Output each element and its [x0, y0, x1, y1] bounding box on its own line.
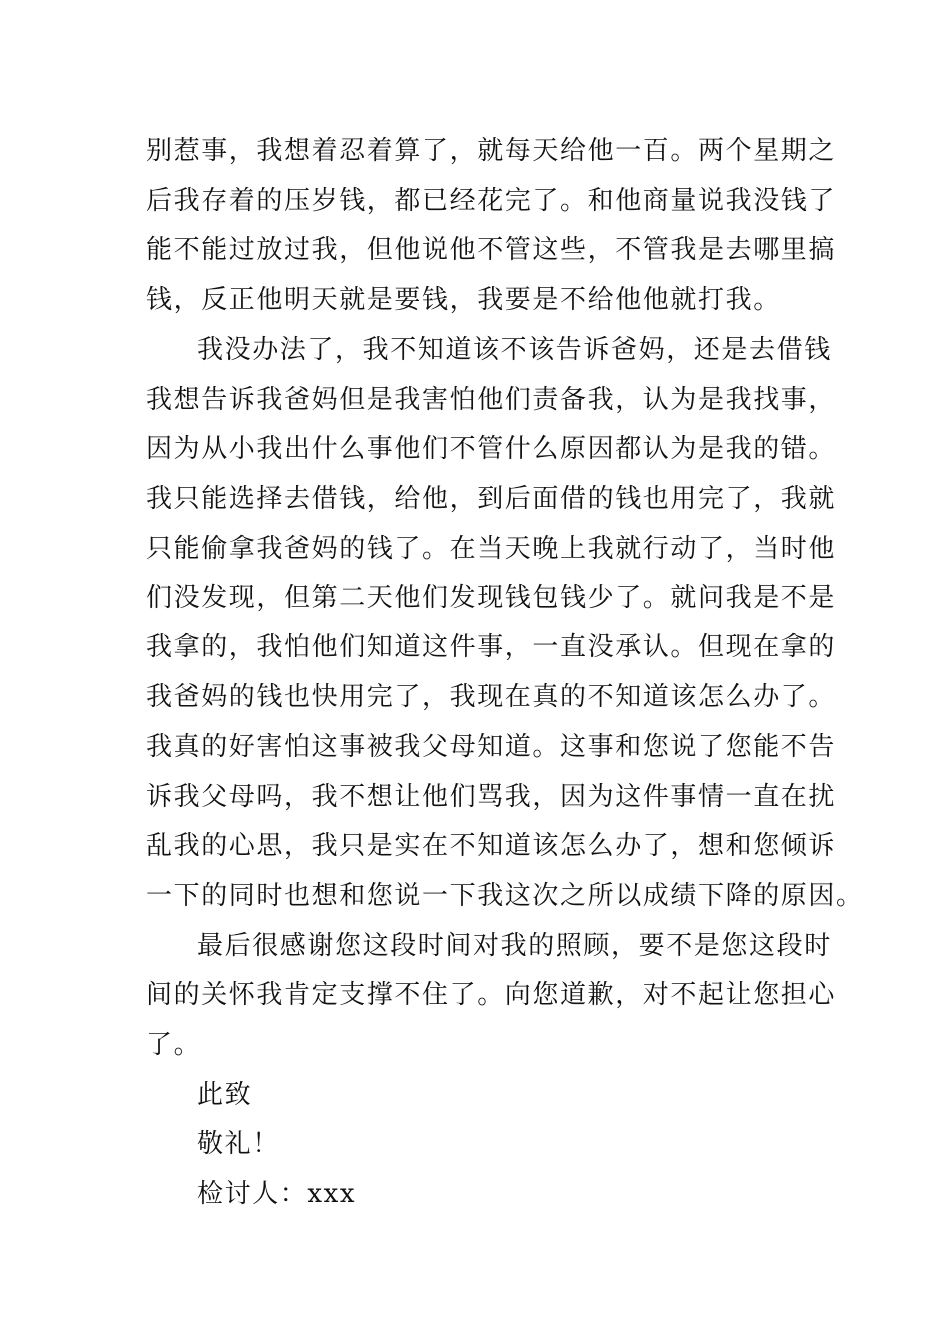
text-line: 我爸妈的钱也快用完了，我现在真的不知道该怎么办了。	[146, 682, 837, 712]
text-line: 能不能过放过我，但他说他不管这些，不管我是去哪里搞	[146, 235, 837, 265]
text-line: 间的关怀我肯定支撑不住了。向您道歉，对不起让您担心	[146, 980, 837, 1010]
text-line: 别惹事，我想着忍着算了，就每天给他一百。两个星期之	[146, 136, 837, 166]
paragraph-start-line: 最后很感谢您这段时间对我的照顾，要不是您这段时	[197, 931, 832, 961]
paragraph-start-line: 我没办法了，我不知道该不该告诉爸妈，还是去借钱	[197, 335, 832, 365]
text-line: 了。	[146, 1030, 202, 1060]
text-line: 只能偷拿我爸妈的钱了。在当天晚上我就行动了，当时他	[146, 534, 837, 564]
text-line: 乱我的心思，我只是实在不知道该怎么办了，想和您倾诉	[146, 831, 837, 861]
text-line: 因为从小我出什么事他们不管什么原因都认为是我的错。	[146, 434, 837, 464]
closing-regards: 敬礼！	[197, 1129, 280, 1159]
text-line: 一下的同时也想和您说一下我这次之所以成绩下降的原因。	[146, 881, 864, 911]
text-line: 后我存着的压岁钱，都已经花完了。和他商量说我没钱了	[146, 186, 837, 216]
text-line: 诉我父母吗，我不想让他们骂我，因为这件事情一直在扰	[146, 782, 837, 812]
signature: 检讨人：xxx	[197, 1179, 357, 1209]
closing-salutation: 此致	[197, 1080, 253, 1110]
text-line: 我想告诉我爸妈但是我害怕他们责备我，认为是我找事，	[146, 385, 837, 415]
text-line: 我拿的，我怕他们知道这件事，一直没承认。但现在拿的	[146, 632, 837, 662]
text-line: 钱，反正他明天就是要钱，我要是不给他他就打我。	[146, 285, 781, 315]
text-line: 们没发现，但第二天他们发现钱包钱少了。就问我是不是	[146, 583, 837, 613]
text-line: 我只能选择去借钱，给他，到后面借的钱也用完了，我就	[146, 484, 837, 514]
text-line: 我真的好害怕这事被我父母知道。这事和您说了您能不告	[146, 732, 837, 762]
